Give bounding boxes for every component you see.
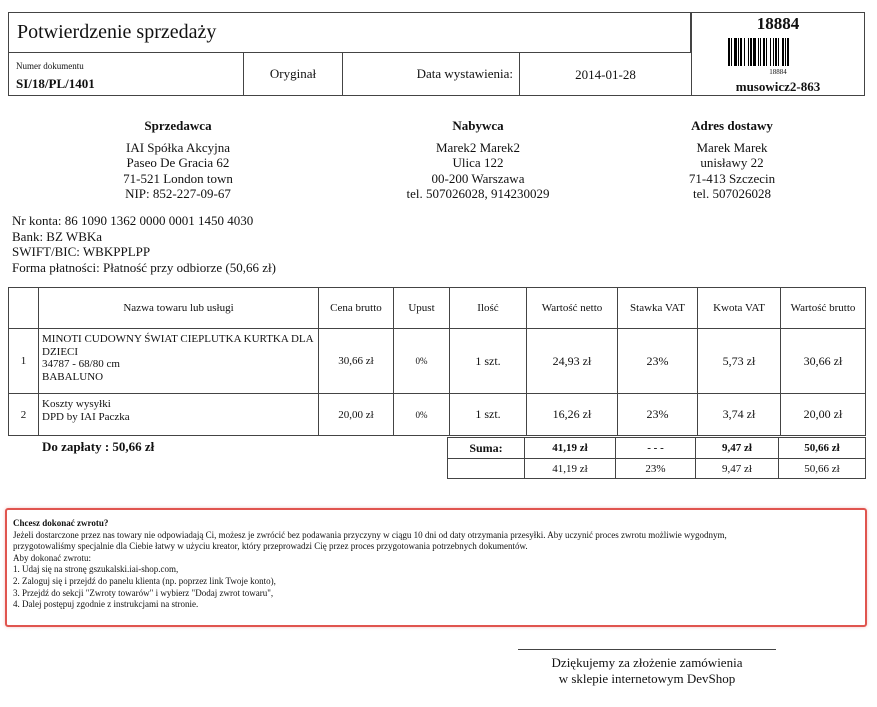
buyer-phone: tel. 507026028, 914230029 <box>406 186 550 201</box>
row-net: 24,93 zł <box>527 329 618 394</box>
breakdown-vat: 9,47 zł <box>696 459 779 479</box>
issue-date-label-box <box>342 52 520 96</box>
barcode-bar <box>766 38 767 66</box>
barcode-bar <box>787 38 789 66</box>
row-gross: 20,00 zł <box>781 394 866 436</box>
bank-account: Nr konta: 86 1090 1362 0000 0001 1450 4030 <box>12 213 254 228</box>
returns-info-box <box>5 508 867 627</box>
barcode-bar <box>740 38 742 66</box>
document-title: Potwierdzenie sprzedaży <box>17 21 217 43</box>
breakdown-rate: 23% <box>616 459 696 479</box>
returns-text: przygotowaliśmy specjalnie dla Ciebie łatwy w użyciu kreator, który przeprowadzi Cię przez proces przygotowania potrzebnych dokumentów. <box>13 541 528 552</box>
breakdown-net: 41,19 zł <box>525 459 616 479</box>
delivery-phone: tel. 507026028 <box>693 186 771 201</box>
totals-table <box>447 437 866 479</box>
barcode-bar <box>750 38 752 66</box>
barcode-bar <box>778 38 779 66</box>
row-qty: 1 szt. <box>450 329 527 394</box>
delivery-name: Marek Marek <box>696 139 768 155</box>
returns-text: Jeżeli dostarczone przez nas towary nie odpowiadają Ci, możesz je zwrócić bez podawania przyczyny w ciągu 10 dni od daty otrzymania przesyłki. Aby uczynić proces zwrotu możliwie wygodnym, <box>13 529 727 540</box>
barcode-text: 18884 <box>769 68 787 76</box>
issue-date-label: Data wystawienia: <box>416 66 513 81</box>
doc-number: SI/18/PL/1401 <box>16 76 95 91</box>
bank-name: Bank: BZ WBKa <box>12 228 103 244</box>
barcode-bar <box>773 38 774 66</box>
delivery-heading: Adres dostawy <box>691 118 773 133</box>
copy-type: Oryginał <box>269 66 317 81</box>
buyer-city: 00-200 Warszawa <box>431 170 525 186</box>
barcode-box <box>691 12 865 96</box>
row-price: 30,66 zł <box>319 329 394 394</box>
col-header-qty: Ilość <box>450 288 527 329</box>
payment-method: Forma płatności: Płatność przy odbiorze (50,66 zł) <box>12 259 276 275</box>
row-vat: 5,73 zł <box>698 329 781 394</box>
doc-number-box <box>8 52 244 96</box>
barcode-image <box>728 38 828 66</box>
returns-step: 2. Zaloguj się i przejdź do panelu klienta (np. poprzez link Twoje konto), <box>13 575 276 586</box>
col-header-vat: Kwota VAT <box>698 288 781 329</box>
row-discount: 0% <box>394 394 450 436</box>
thanks-line: Dziękujemy za złożenie zamówienia <box>551 655 743 670</box>
row-name-line: BABALUNO <box>42 370 104 383</box>
table-header-row <box>9 288 866 329</box>
seller-block <box>78 118 278 202</box>
buyer-name: Marek2 Marek2 <box>435 139 521 155</box>
row-net: 16,26 zł <box>527 394 618 436</box>
seller-street: Paseo De Gracia 62 <box>126 155 230 170</box>
row-lp: 1 <box>9 329 39 394</box>
sum-net: 41,19 zł <box>525 438 616 459</box>
row-vat-rate: 23% <box>618 394 698 436</box>
returns-title: Chcesz dokonać zwrotu? <box>13 518 109 528</box>
barcode-bar <box>763 38 765 66</box>
buyer-block <box>378 118 578 202</box>
delivery-city: 71-413 Szczecin <box>688 170 776 186</box>
thank-you-note <box>518 649 776 687</box>
customer-login: musowicz2-863 <box>735 79 821 94</box>
thanks-line: w sklepie internetowym DevShop <box>558 671 736 686</box>
row-name <box>39 394 319 436</box>
barcode-bar <box>744 38 745 66</box>
breakdown-gross: 50,66 zł <box>779 459 866 479</box>
row-vat-rate: 23% <box>618 329 698 394</box>
col-header-gross: Wartość brutto <box>781 288 866 329</box>
row-vat: 3,74 zł <box>698 394 781 436</box>
issue-date: 2014-01-28 <box>575 67 636 82</box>
row-price: 20,00 zł <box>319 394 394 436</box>
items-table <box>8 287 866 436</box>
row-gross: 30,66 zł <box>781 329 866 394</box>
row-lp: 2 <box>9 394 39 436</box>
barcode-bar <box>734 38 737 66</box>
row-name-line: 34787 - 68/80 cm <box>42 358 120 370</box>
delivery-street: unisławy 22 <box>700 155 764 170</box>
issue-date-box <box>519 52 692 96</box>
sum-vat: 9,47 zł <box>696 438 779 459</box>
table-row <box>9 329 866 394</box>
row-name-line: Koszty wysyłki <box>42 398 111 410</box>
col-header-name: Nazwa towaru lub usługi <box>39 288 319 329</box>
returns-step: 4. Dalej postępuj zgodnie z instrukcjami na stronie. <box>13 599 199 610</box>
barcode-bar <box>728 38 730 66</box>
seller-name: IAI Spółka Akcyjna <box>126 139 230 155</box>
buyer-street: Ulica 122 <box>452 155 504 170</box>
returns-step: 3. Przejdź do sekcji "Zwroty towarów" i wybierz "Dodaj zwrot towaru", <box>13 587 274 598</box>
barcode-bar <box>760 38 761 66</box>
barcode-bar <box>775 38 777 66</box>
breakdown-spacer <box>448 459 525 479</box>
copy-type-box <box>243 52 343 96</box>
barcode-bar <box>753 38 756 66</box>
returns-text: Aby dokonać zwrotu: <box>13 552 91 563</box>
vat-breakdown-row <box>448 459 866 479</box>
row-name-line: DPD by IAI Paczka <box>42 410 130 423</box>
barcode-bar <box>782 38 784 66</box>
row-discount: 0% <box>394 329 450 394</box>
seller-nip: NIP: 852-227-09-67 <box>125 186 231 201</box>
sum-gross: 50,66 zł <box>779 438 866 459</box>
col-header-discount: Upust <box>394 288 450 329</box>
row-name-line: MINOTI CUDOWNY ŚWIAT CIEPLUTKA KURTKA DLA DZIECI <box>42 333 313 358</box>
returns-step: 1. Udaj się na stronę gszukalski.iai-shop.com, <box>13 564 179 575</box>
order-id: 18884 <box>756 14 800 33</box>
col-header-price: Cena brutto <box>319 288 394 329</box>
row-qty: 1 szt. <box>450 394 527 436</box>
table-row <box>9 394 866 436</box>
barcode-bar <box>738 38 739 66</box>
barcode-bar <box>731 38 732 66</box>
buyer-heading: Nabywca <box>452 118 504 133</box>
swift-code: SWIFT/BIC: WBKPPLPP <box>12 244 151 259</box>
sum-row <box>448 438 866 459</box>
title-box <box>8 12 691 53</box>
amount-to-pay: Do zapłaty : 50,66 zł <box>42 439 155 454</box>
doc-number-label: Numer dokumentu <box>16 61 84 71</box>
payment-info <box>12 213 276 275</box>
seller-heading: Sprzedawca <box>144 118 212 133</box>
sum-rate: - - - <box>616 438 696 459</box>
delivery-block <box>632 118 832 202</box>
barcode-bar <box>758 38 759 66</box>
col-header-net: Wartość netto <box>527 288 618 329</box>
col-header-vat-rate: Stawka VAT <box>618 288 698 329</box>
sum-label: Suma: <box>448 438 525 459</box>
barcode-bar <box>770 38 771 66</box>
col-header-lp <box>9 288 39 329</box>
document-header <box>8 12 865 96</box>
seller-city: 71-521 London town <box>123 170 233 186</box>
row-name <box>39 329 319 394</box>
barcode-bar <box>785 38 786 66</box>
barcode-bar <box>748 38 749 66</box>
